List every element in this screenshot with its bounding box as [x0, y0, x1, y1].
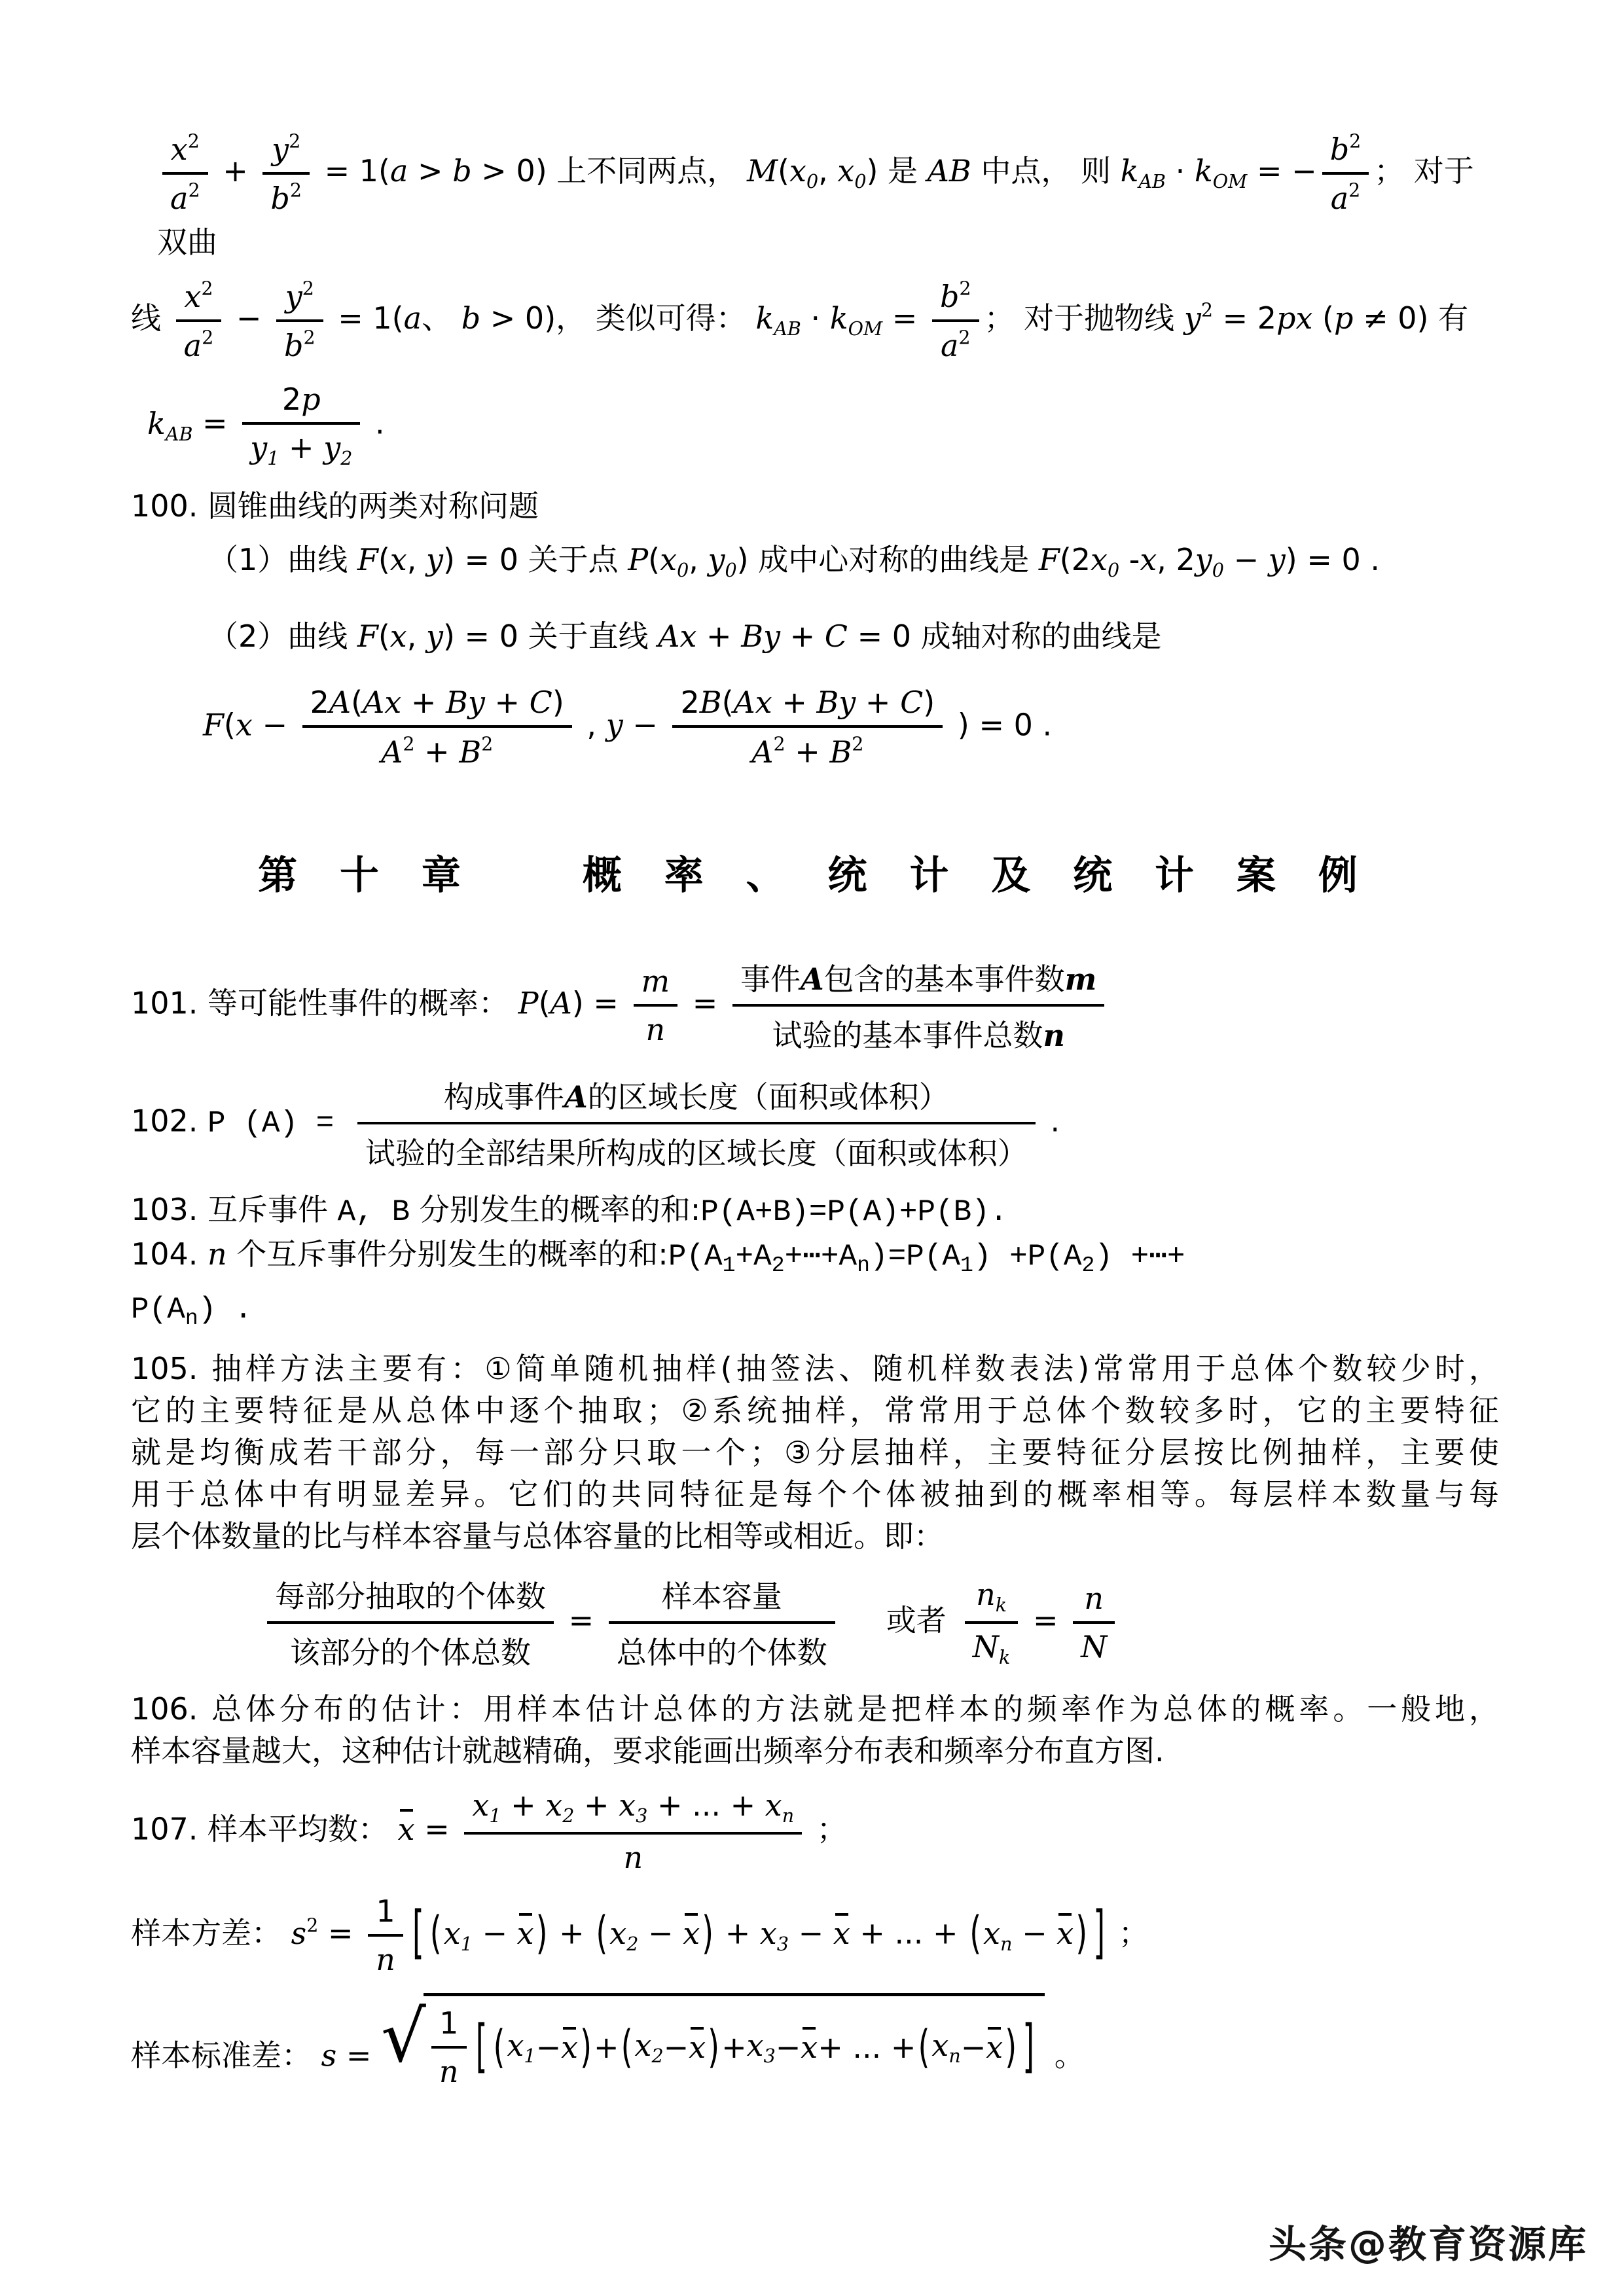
- fraction: $\frac{\text{每部分抽取的个体数}}{\text{该部分的个体总数}}$: [267, 1570, 554, 1675]
- fraction: $\frac{n}{N}$: [1073, 1578, 1115, 1667]
- fraction: $\frac{b^2}{a^2}$: [932, 275, 979, 366]
- formula-hyperbola-midpoint-slope: 线 $\frac{x^2}{a^2}$ − $\frac{y^2}{b^2}$ = 1(a、 b > 0)， 类似可得： $k_{AB} \cdot k_{OM}$ = $\frac{b^2}{a^2}$ ； 对于抛物线 $y^2 = 2px$ (p ≠ 0) 有: [131, 275, 1499, 366]
- fraction: $\frac{x^2}{a^2}$: [162, 128, 208, 219]
- fraction: $\frac{n_k}{N_k}$: [965, 1574, 1019, 1671]
- item-105-sampling-line2: 它的主要特征是从总体中逐个抽取；②系统抽样，常常用于总体个数较多时，它的主要特征: [131, 1393, 1499, 1429]
- fraction: $\frac{x^2}{a^2}$: [176, 275, 222, 366]
- fraction: $\frac{1}{n}$: [431, 2003, 467, 2092]
- fraction: $\frac{\text{事件A包含的基本事件数m}}{\text{试验的基本事件总数n}}$: [732, 953, 1104, 1058]
- fraction: $\frac{b^2}{a^2}$: [1322, 128, 1369, 219]
- item-104-n-exclusive-events-line2: $P(A_n)$ .: [131, 1292, 253, 1331]
- item-107-sample-mean: 107. 样本平均数： x = $\frac{x_1 + x_2 + x_3 + ... + x_n}{n}$ ；: [131, 1785, 1499, 1878]
- watermark-toutiao-education: 头条@教育资源库: [1268, 2222, 1588, 2267]
- formula-stratified-sampling-ratio: $\frac{\text{每部分抽取的个体数}}{\text{该部分的个体总数}}$ = $\frac{\text{样本容量}}{\text{总体中的个体数}}$ 或者 $\frac{n_k}{N_k}$ = $\frac{n}{N}$: [131, 1570, 1499, 1675]
- fraction: $\frac{m}{n}$: [634, 961, 678, 1050]
- formula-sample-standard-deviation: 样本标准差： s = √ $\frac{1}{n}$ [ ( $x_1$ − x ) + ( $x_2$ − x ) + $x_3$ − x + ... + ( $x_n$ − x ) ] 。: [131, 1993, 1499, 2092]
- item-100-sub2-axial-symmetry: （2）曲线 F(x, y) = 0 关于直线 Ax + By + C = 0 成轴对称的曲线是: [208, 619, 1162, 655]
- fraction: $\frac{\text{样本容量}}{\text{总体中的个体数}}$: [609, 1570, 835, 1675]
- fraction: $\frac{\text{构成事件A的区域长度（面积或体积）}}{\text{试验的全部结果所构成的区域长度（面积或体积）}}$: [357, 1071, 1036, 1175]
- item-106-population-estimate-line2: 样本容量越大，这种估计就越精确，要求能画出频率分布表和频率分布直方图.: [131, 1733, 1164, 1769]
- item-103-mutually-exclusive-sum: 103. 互斥事件 A, B 分别发生的概率的和:P(A+B)=P(A)+P(B).: [131, 1191, 1008, 1229]
- chapter-heading: 第 十 章 概 率 、 统 计 及 统 计 案 例: [258, 852, 1372, 899]
- item-105-sampling-line1: 105. 抽样方法主要有：①简单随机抽样(抽签法、随机样数表法)常常用于总体个数较少时，: [131, 1351, 1499, 1387]
- item-105-sampling-line4: 用于总体中有明显差异。它们的共同特征是每个个体被抽到的概率相等。每层样本数量与每: [131, 1477, 1499, 1513]
- formula-sample-variance: 样本方差： $s^2$ = $\frac{1}{n}$ [ $(x_1 - x) + (x_2 - x) + x_3 - x$ + ... + $(x_n - x)$ ] ；: [131, 1891, 1499, 1980]
- fraction: $\frac{x_1 + x_2 + x_3 + ... + x_n}{n}$: [464, 1785, 802, 1878]
- fraction: $\frac{y^2}{b^2}$: [262, 128, 310, 219]
- sqrt: √ $\frac{1}{n}$ [ ( $x_1$ − x ) + ( $x_2$ − x ) + $x_3$ − x + ... + ( $x_n$ − x ) ]: [381, 1993, 1045, 2092]
- item-104-n-exclusive-events-line1: 104. n 个互斥事件分别发生的概率的和$:P(A_1+A_2+\cdots+A_n)=P(A_1) +P(A_2)$ +⋯+: [131, 1236, 1185, 1278]
- item-101-equally-likely-probability: 101. 等可能性事件的概率： P(A) = $\frac{m}{n}$ = $\frac{\text{事件A包含的基本事件数m}}{\text{试验的基本事件总数n}}$: [131, 953, 1499, 1058]
- item-106-population-estimate-line1: 106. 总体分布的估计：用样本估计总体的方法就是把样本的频率作为总体的概率。一般地，: [131, 1691, 1499, 1727]
- formula-ellipse-midpoint-slope: $\frac{x^2}{a^2}$ + $\frac{y^2}{b^2}$ = 1(a > b > 0) 上不同两点， $M(x_0$, $x_0$) 是 AB 中点， 则 $k_{AB} \cdot k_{OM}$ = − $\frac{b^2}{a^2}$ ； 对于双曲: [131, 128, 1499, 262]
- document-content: [131, 115, 1499, 2105]
- item-105-sampling-line5: 层个体数量的比与样本容量与总体容量的比相等或相近。即：: [131, 1518, 944, 1554]
- fraction: $\frac{2B(Ax + By + C)}{A^2 + B^2}$: [672, 682, 943, 772]
- item-102-geometric-probability: 102. P (A) = $\frac{\text{构成事件A的区域长度（面积或体积）}}{\text{试验的全部结果所构成的区域长度（面积或体积）}}$ .: [131, 1071, 1499, 1175]
- item-100-sub1-central-symmetry: （1）曲线 F(x, y) = 0 关于点 $P(x_0$, $y_0$) 成中心对称的曲线是 $F(2x_0$ -x, $2y_0 - y) = 0$ .: [208, 542, 1380, 582]
- fraction: $\frac{2A(Ax + By + C)}{A^2 + B^2}$: [302, 682, 572, 772]
- formula-axial-symmetry-curve: F(x − $\frac{2A(Ax + By + C)}{A^2 + B^2}$ , y − $\frac{2B(Ax + By + C)}{A^2 + B^2}$ ) = 0 .: [131, 682, 1499, 772]
- formula-parabola-chord-slope: $k_{AB}$ = $\frac{2p}{y_1 + y_2}$ .: [131, 379, 1499, 472]
- fraction: $\frac{y^2}{b^2}$: [276, 275, 323, 366]
- item-105-sampling-line3: 就是均衡成若干部分，每一部分只取一个；③分层抽样，主要特征分层按比例抽样，主要使: [131, 1435, 1499, 1471]
- fraction: $\frac{2p}{y_1 + y_2}$: [242, 379, 360, 472]
- item-100-title: 100. 圆锥曲线的两类对称问题: [131, 488, 539, 524]
- fraction: $\frac{1}{n}$: [368, 1891, 403, 1980]
